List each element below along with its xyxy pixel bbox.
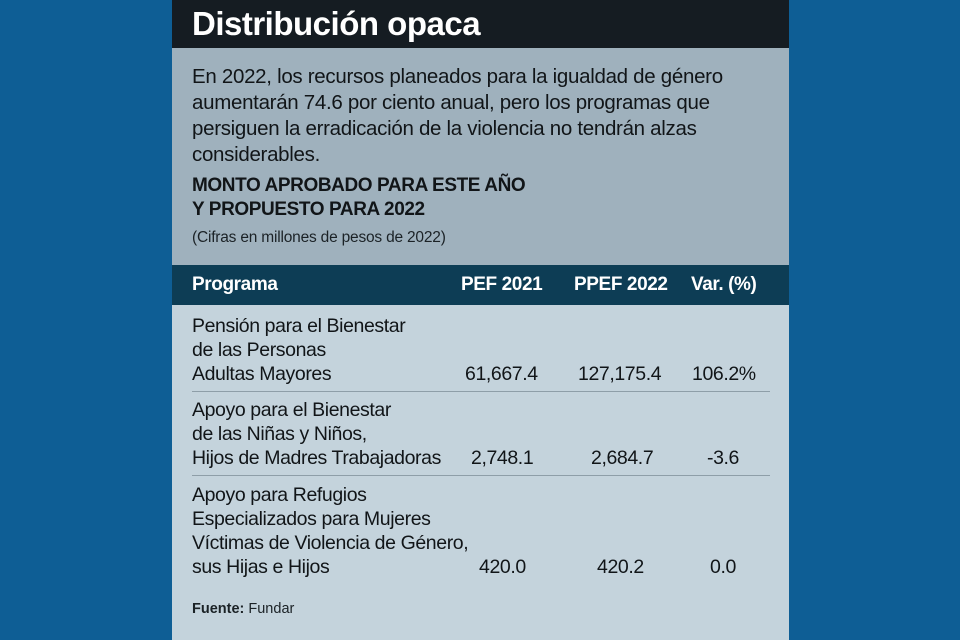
units-note: (Cifras en millones de pesos de 2022) — [192, 229, 446, 246]
program-name-line: Adultas Mayores — [192, 363, 332, 385]
source-label: Fuente: — [192, 601, 245, 617]
section-heading — [192, 174, 525, 222]
row-divider — [192, 391, 770, 392]
program-name-line: de las Niñas y Niños, — [192, 423, 367, 445]
header-ppef-2022: PPEF 2022 — [574, 274, 668, 295]
variation-value: 106.2% — [692, 363, 756, 385]
variation-value: -3.6 — [707, 447, 740, 469]
ppef-2022-value: 2,684.7 — [591, 447, 654, 469]
program-name — [192, 483, 468, 579]
section-heading-line-2: Y PROPUESTO PARA 2022 — [192, 199, 425, 220]
source-value: Fundar — [248, 601, 295, 617]
title-bar — [172, 0, 789, 48]
table-row — [172, 314, 789, 392]
infographic-title: Distribución opaca — [192, 5, 481, 42]
intro-text: En 2022, los recursos planeados para la igualdad de género aumentarán 74.6 por ciento anual, pero los programas que persiguen la erradicación de la violencia no tendrán alzas considerables. — [192, 65, 723, 166]
program-name-line: Apoyo para Refugios — [192, 484, 367, 506]
table-row — [172, 398, 789, 476]
table-header — [172, 265, 789, 305]
variation-value: 0.0 — [710, 556, 736, 578]
program-name-line: Pensión para el Bienestar — [192, 315, 406, 337]
table-row — [172, 483, 789, 583]
program-name-line: Hijos de Madres Trabajadoras — [192, 447, 441, 469]
program-name-line: sus Hijas e Hijos — [192, 556, 330, 578]
pef-2021-value: 420.0 — [479, 556, 526, 578]
program-name-line: Especializados para Mujeres — [192, 508, 431, 530]
pef-2021-value: 61,667.4 — [465, 363, 538, 385]
program-name — [192, 398, 441, 470]
row-divider — [192, 475, 770, 476]
program-name — [192, 314, 405, 386]
infographic-panel — [172, 0, 789, 640]
header-program: Programa — [192, 274, 278, 295]
program-name-line: de las Personas — [192, 339, 326, 361]
ppef-2022-value: 127,175.4 — [578, 363, 662, 385]
program-name-line: Apoyo para el Bienestar — [192, 399, 391, 421]
program-name-line: Víctimas de Violencia de Género, — [192, 532, 469, 554]
source-note — [192, 601, 294, 617]
section-heading-line-1: MONTO APROBADO PARA ESTE AÑO — [192, 175, 526, 196]
pef-2021-value: 2,748.1 — [471, 447, 534, 469]
header-variation: Var. (%) — [691, 274, 757, 295]
ppef-2022-value: 420.2 — [597, 556, 644, 578]
intro-section — [172, 48, 789, 265]
header-pef-2021: PEF 2021 — [461, 274, 543, 295]
